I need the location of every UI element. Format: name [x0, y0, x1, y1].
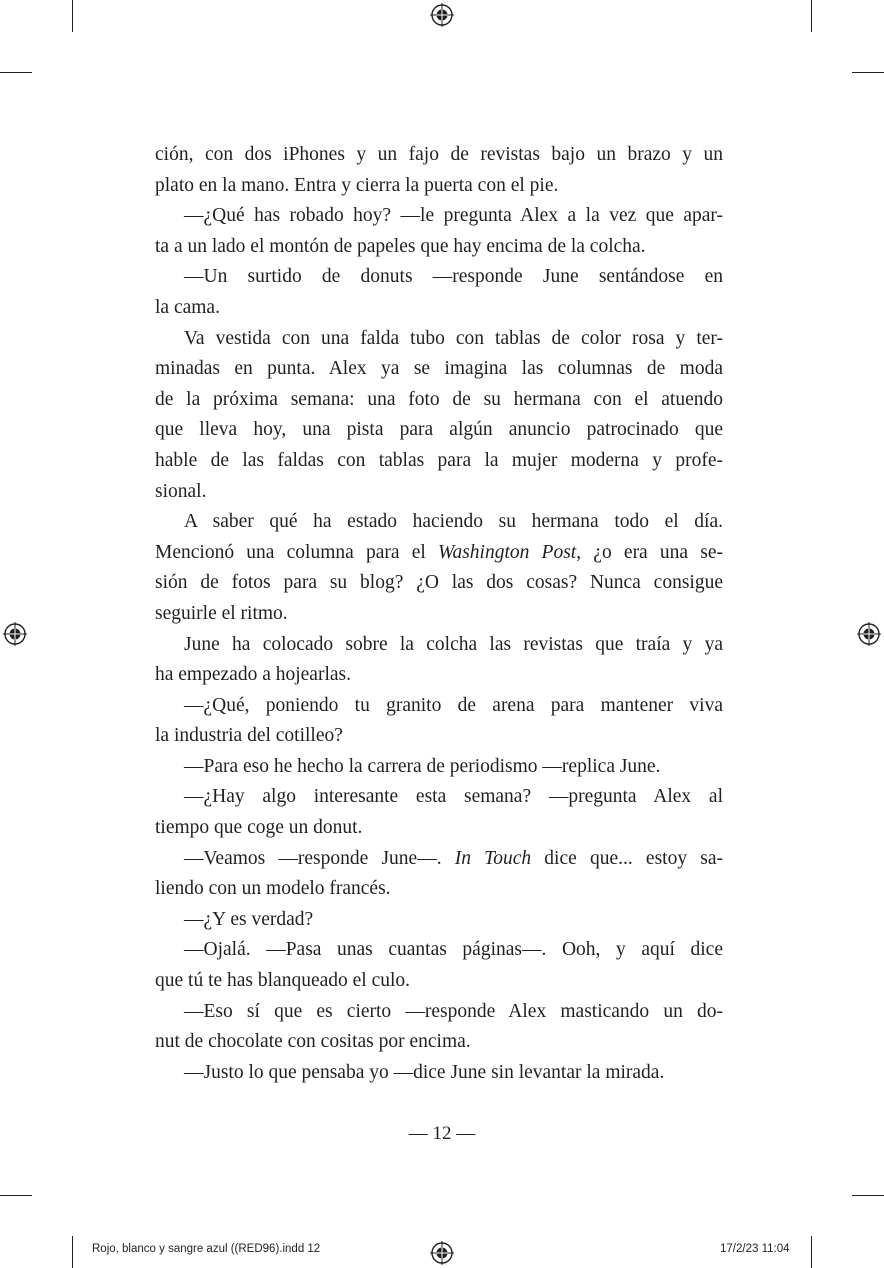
text-line: minadas en punta. Alex ya se imagina las columnas de moda: [155, 358, 723, 380]
text-line: [155, 538, 723, 569]
text-line: ción, con dos iPhones y un fajo de revistas bajo un brazo y un: [155, 144, 723, 165]
text-line: —Ojalá. —Pasa unas cuantas páginas—. Ooh, y aquí dice: [184, 939, 723, 961]
italic-title: Washington Post: [437, 541, 577, 563]
text-line: liendo con un modelo francés.: [155, 878, 391, 900]
crop-mark-left-bottom: [0, 1195, 32, 1196]
registration-mark-bottom-icon: [430, 1241, 454, 1265]
text-line: A saber qué ha estado haciendo su hermana todo el día.: [184, 511, 723, 533]
slug-date-label: 17/2/23 11:04: [720, 1243, 790, 1255]
text-line: plato en la mano. Entra y cierra la puerta con el pie.: [155, 174, 559, 196]
text-line: que lleva hoy, una pista para algún anuncio patrocinado que: [155, 419, 723, 441]
text-line: —Para eso he hecho la carrera de periodismo —replica June.: [184, 755, 661, 777]
text-line: —¿Qué has robado hoy? —le pregunta Alex a la vez que apar-: [184, 205, 723, 227]
text-line: que tú te has blanqueado el culo.: [155, 970, 411, 992]
text-fragment: —Veamos —responde June—.: [184, 847, 455, 869]
crop-mark-bottom-right: [811, 1236, 812, 1268]
crop-mark-right-bottom: [852, 1195, 884, 1196]
text-fragment: dice que... estoy sa-: [531, 847, 723, 869]
text-line: hable de las faldas con tablas para la mujer moderna y profe-: [155, 449, 723, 471]
page-body-text: [155, 140, 723, 1088]
crop-mark-right-top: [852, 72, 884, 73]
text-line: —¿Qué, poniendo tu granito de arena para mantener viva: [184, 694, 723, 716]
text-line: ta a un lado el montón de papeles que hay encima de la colcha.: [155, 235, 646, 257]
text-line: tiempo que coge un donut.: [155, 817, 363, 839]
text-line: —¿Hay algo interesante esta semana? —pregunta Alex al: [184, 786, 723, 808]
text-line: —Eso sí que es cierto —responde Alex masticando un do-: [184, 1000, 723, 1022]
text-line: —Justo lo que pensaba yo —dice June sin levantar la mirada.: [184, 1061, 665, 1083]
text-line: sión de fotos para su blog? ¿O las dos cosas? Nunca consigue: [155, 572, 723, 594]
text-line: seguirle el ritmo.: [155, 602, 288, 624]
registration-mark-right-icon: [857, 622, 881, 646]
page-number: — 12 —: [408, 1123, 476, 1144]
text-line: la industria del cotilleo?: [155, 725, 343, 747]
text-fragment: Mencionó una columna para el: [155, 541, 438, 563]
text-line: la cama.: [155, 296, 220, 318]
text-line: nut de chocolate con cositas por encima.: [155, 1031, 471, 1053]
italic-title: In Touch: [454, 847, 532, 869]
text-line: —¿Y es verdad?: [184, 908, 314, 930]
text-line: June ha colocado sobre la colcha las revistas que traía y ya: [184, 633, 723, 655]
registration-mark-top-icon: [430, 3, 454, 27]
text-line: ha empezado a hojearlas.: [155, 664, 351, 686]
text-line: [155, 844, 723, 875]
text-line: de la próxima semana: una foto de su hermana con el atuendo: [155, 388, 723, 410]
text-fragment: , ¿o era una se-: [576, 541, 723, 563]
text-line: Va vestida con una falda tubo con tablas de color rosa y ter-: [184, 327, 723, 349]
text-line: —Un surtido de donuts —responde June sentándose en: [184, 266, 723, 288]
crop-mark-bottom-left: [72, 1236, 73, 1268]
crop-mark-top-right: [811, 0, 812, 32]
text-line: sional.: [155, 480, 207, 502]
slug-file-label: Rojo, blanco y sangre azul ((RED96).indd 12: [92, 1243, 321, 1255]
registration-mark-left-icon: [3, 622, 27, 646]
crop-mark-left-top: [0, 72, 32, 73]
crop-mark-top-left: [72, 0, 73, 32]
